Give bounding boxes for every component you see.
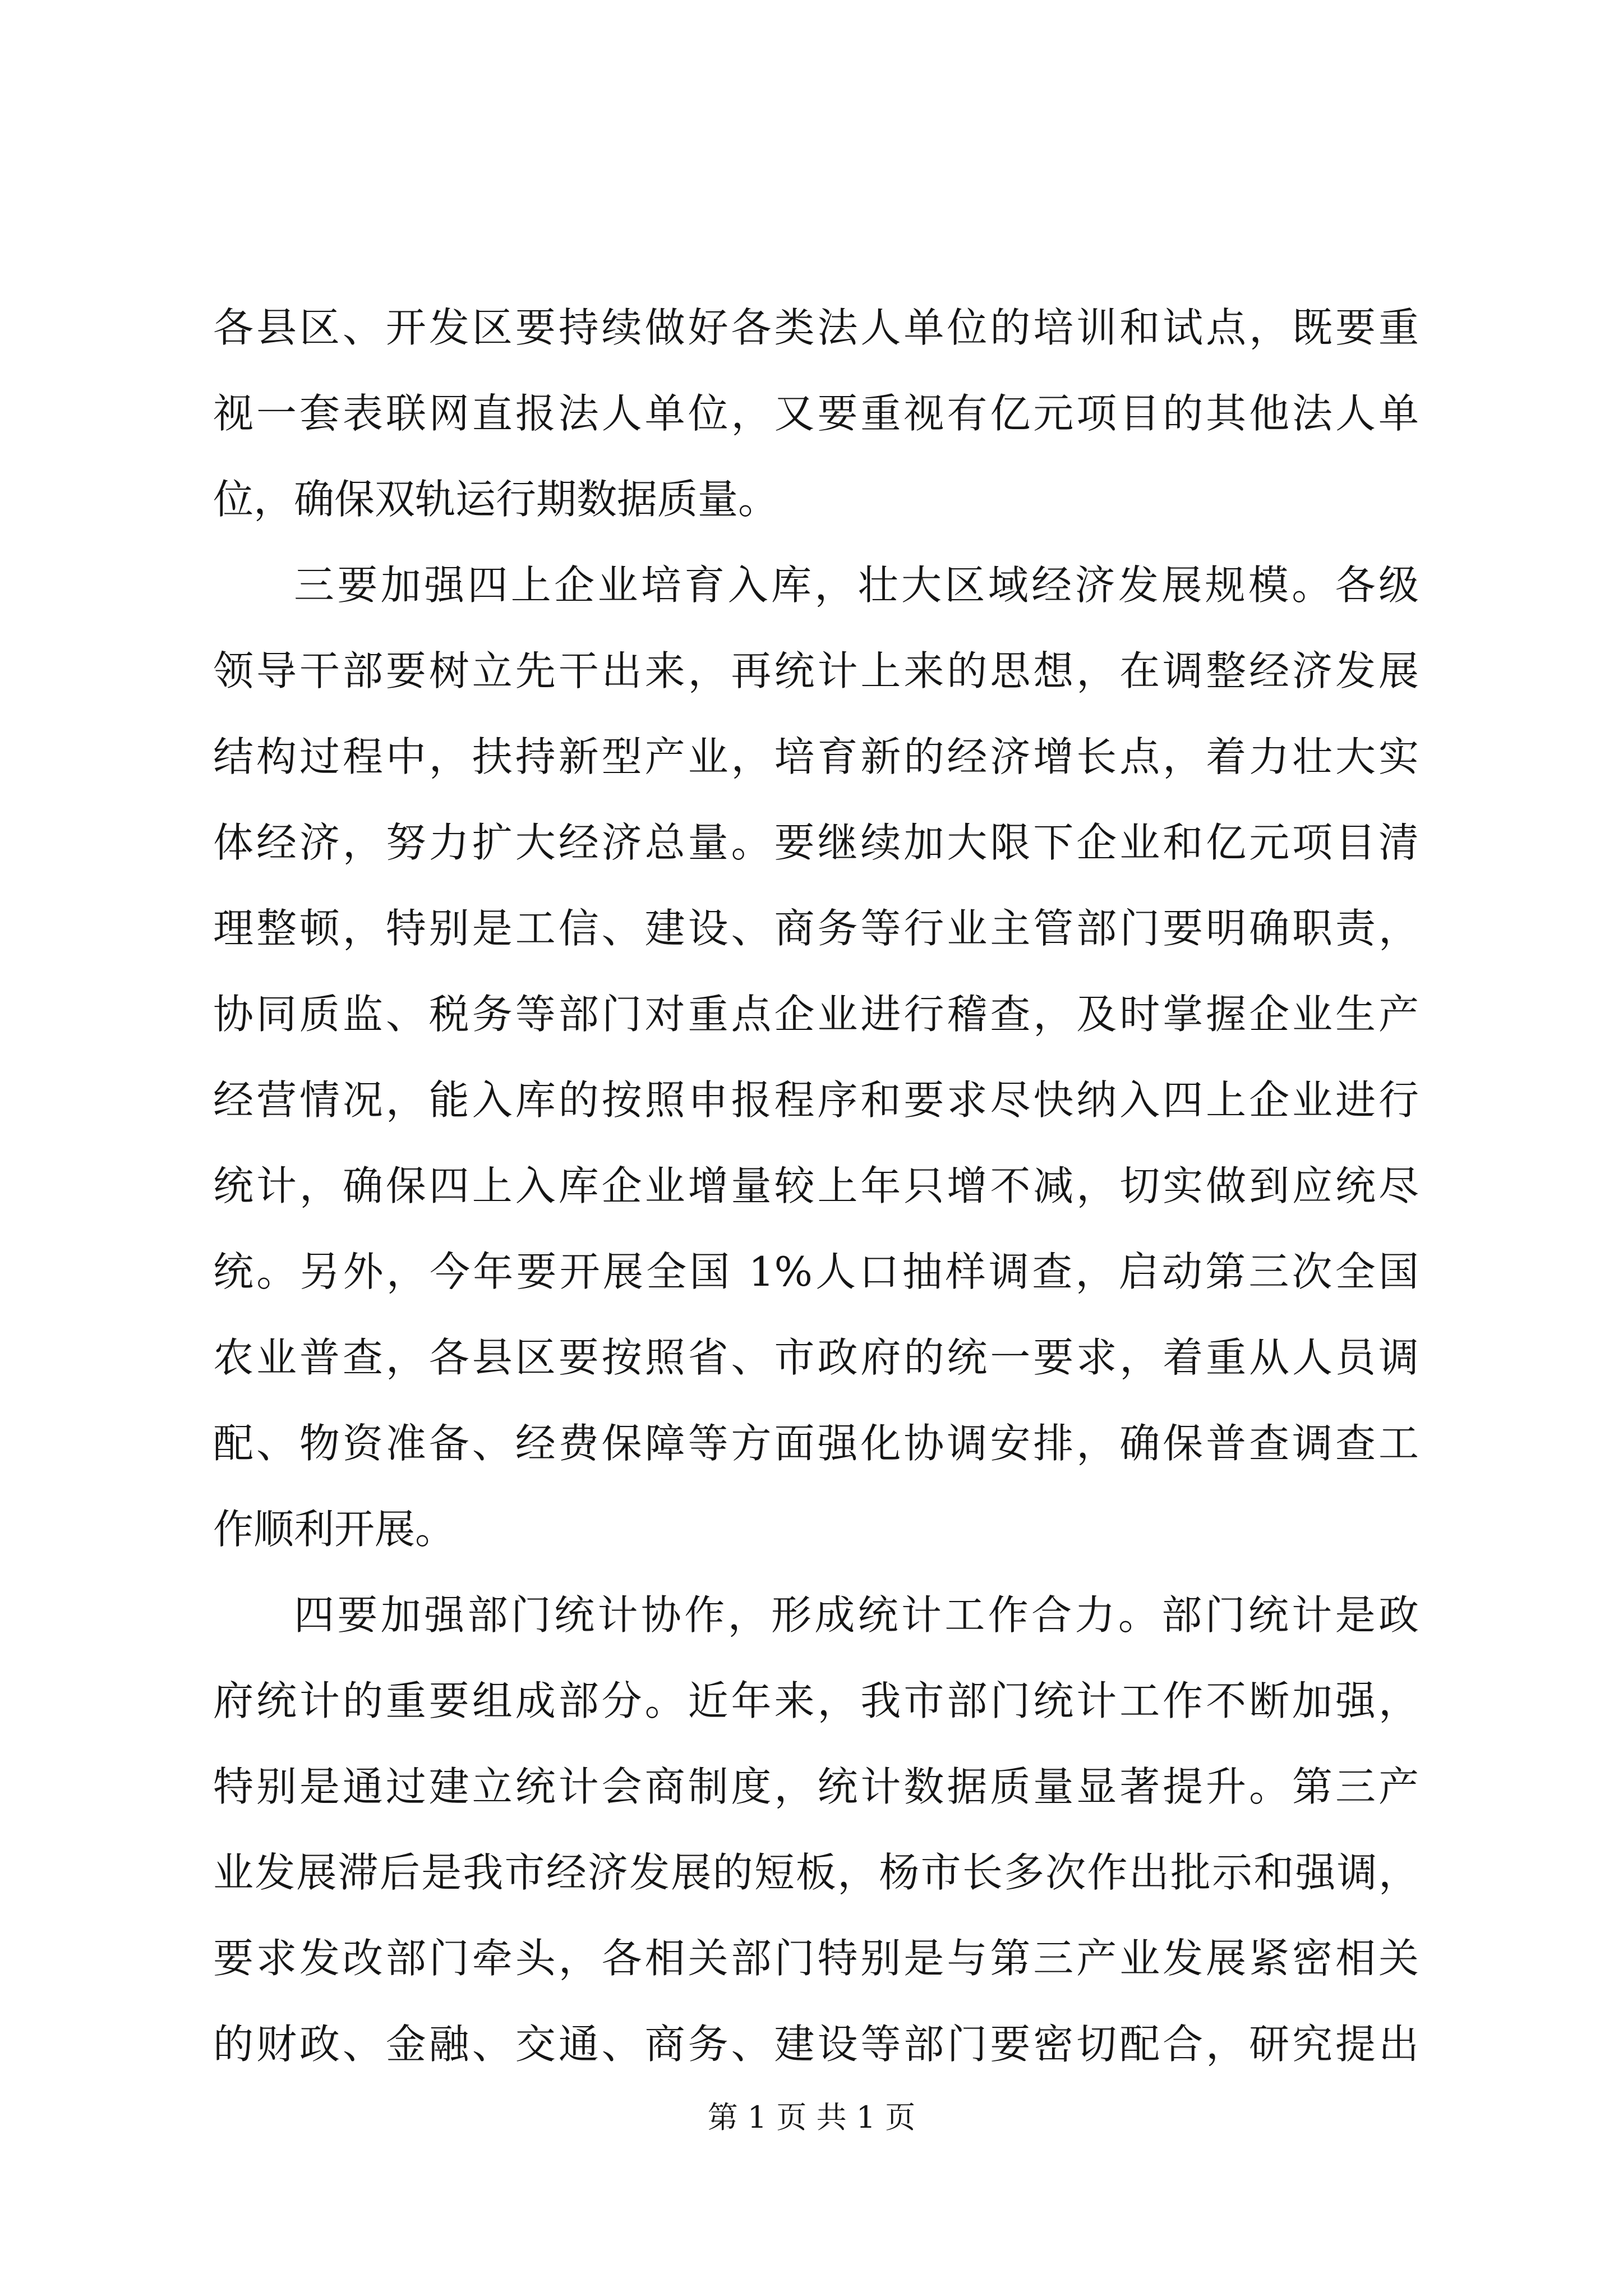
document-body (213, 285, 1419, 2087)
text-line: 作顺利开展。 (213, 1506, 456, 1553)
paragraph-start-line: 四要加强部门统计协作，形成统计工作合力。部门统计是政 (294, 1591, 1419, 1639)
text-line: 业发展滞后是我市经济发展的短板，杨市长多次作出批示和强调， (213, 1849, 1419, 1896)
text-line: 特别是通过建立统计会商制度，统计数据质量显著提升。第三产 (213, 1763, 1419, 1810)
text-line: 要求发改部门牵头，各相关部门特别是与第三产业发展紧密相关 (213, 1935, 1419, 1982)
text-line: 府统计的重要组成部分。近年来，我市部门统计工作不断加强， (213, 1677, 1419, 1724)
text-line: 统计，确保四上入库企业增量较上年只增不减，切实做到应统尽 (213, 1162, 1419, 1209)
text-line: 结构过程中，扶持新型产业，培育新的经济增长点，着力壮大实 (213, 733, 1419, 780)
text-line: 领导干部要树立先干出来，再统计上来的思想，在调整经济发展 (213, 647, 1419, 694)
paragraph-start-line: 三要加强四上企业培育入库，壮大区域经济发展规模。各级 (294, 562, 1419, 609)
page-footer (0, 2093, 1623, 2137)
text-line: 体经济，努力扩大经济总量。要继续加大限下企业和亿元项目清 (213, 819, 1419, 866)
text-line: 经营情况，能入库的按照申报程序和要求尽快纳入四上企业进行 (213, 1076, 1419, 1124)
text-line: 统。另外，今年要开展全国 1%人口抽样调查，启动第三次全国 (213, 1248, 1419, 1295)
text-line: 位，确保双轨运行期数据质量。 (213, 476, 779, 523)
text-line: 视一套表联网直报法人单位，又要重视有亿元项目的其他法人单 (213, 390, 1419, 437)
text-line: 配、物资准备、经费保障等方面强化协调安排，确保普查调查工 (213, 1420, 1419, 1467)
text-line: 农业普查，各县区要按照省、市政府的统一要求，着重从人员调 (213, 1334, 1419, 1381)
page-number-label: 第 1 页 共 1 页 (707, 2100, 916, 2135)
text-line: 理整顿，特别是工信、建设、商务等行业主管部门要明确职责， (213, 905, 1419, 952)
text-line: 各县区、开发区要持续做好各类法人单位的培训和试点，既要重 (213, 304, 1419, 351)
text-line: 协同质监、税务等部门对重点企业进行稽查，及时掌握企业生产 (213, 991, 1419, 1038)
text-line: 的财政、金融、交通、商务、建设等部门要密切配合，研究提出 (213, 2021, 1419, 2068)
